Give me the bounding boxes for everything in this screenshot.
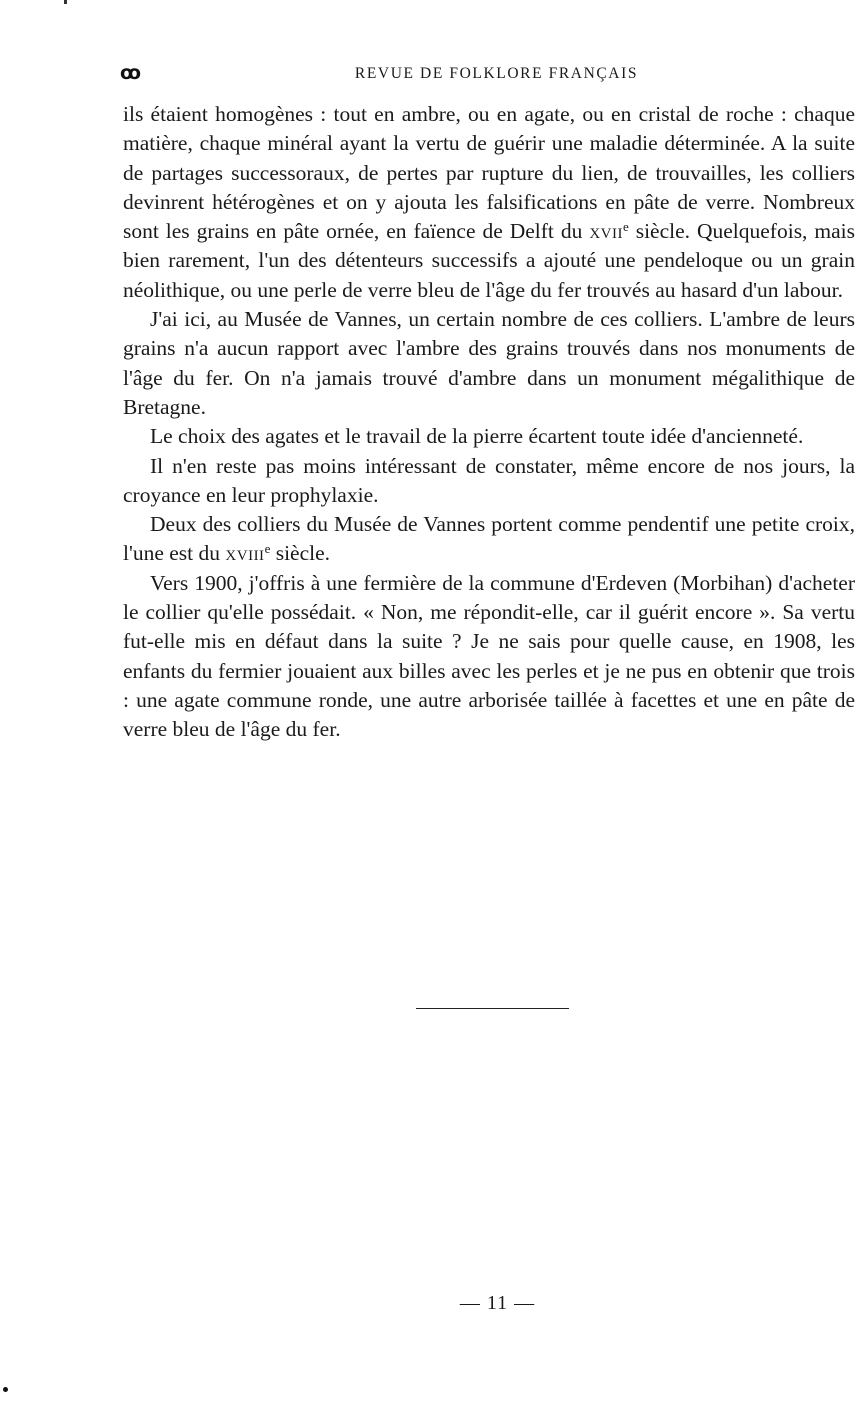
small-caps-text: xvii: [589, 219, 623, 244]
paragraph: [123, 422, 855, 451]
paragraph: [123, 452, 855, 511]
paragraph-text: Il n'en reste pas moins intéressant de constater, même encore de nos jours, la croyance en leur prophylaxie.: [123, 453, 855, 507]
header-ornament-icon: ꝏ: [120, 62, 141, 84]
paragraph-text: Le choix des agates et le travail de la pierre écartent toute idée d'ancienneté.: [150, 424, 804, 449]
body-text: [123, 100, 855, 745]
running-title: REVUE DE FOLKLORE FRANÇAIS: [354, 65, 639, 82]
paragraph-text: siècle. Quelquefois, mais bien rarement, l'un des détenteurs successifs a ajouté une pendeloque ou un grain néolithique, ou une perle de verre bleu de l'âge du fer trouvés au hasard d'un labour.: [123, 219, 855, 302]
paragraph: [123, 100, 855, 305]
superscript-text: e: [264, 541, 271, 557]
paragraph: [123, 305, 855, 422]
paragraph: [123, 510, 855, 569]
small-caps-text: xviii: [225, 541, 265, 566]
scan-speck: [64, 0, 67, 4]
paragraph-text: Deux des colliers du Musée de Vannes portent comme pendentif une petite croix, l'une est du: [123, 512, 855, 566]
section-divider: [416, 1008, 569, 1009]
page-number: — 11 —: [459, 1292, 536, 1314]
paragraph-text: Vers 1900, j'offris à une fermière de la commune d'Erdeven (Morbihan) d'acheter le collier qu'elle possédait. « Non, me répondit-elle, car il guérit encore ». Sa vertu fut-elle mis en défaut dans la suite ? Je ne sais pour quelle cause, en 1908, les enfants du fermier jouaient aux billes avec les perles et je ne pus en obtenir que trois : une agate commune ronde, une autre arborisée taillée à facettes et une en pâte de verre bleu de l'âge du fer.: [123, 570, 855, 742]
paragraph: [123, 569, 855, 745]
scan-speck: [3, 1387, 8, 1392]
paragraph-text: siècle.: [270, 541, 331, 566]
paragraph-text: ils étaient homogènes : tout en ambre, ou en agate, ou en cristal de roche : chaque matière, chaque minéral ayant la vertu de guérir une maladie déterminée. A la suite de partages successoraux, de pertes par rupture du lien, de trouvailles, les colliers devinrent hétérogènes et on y ajouta les falsifications en pâte de verre. Nombreux sont les grains en pâte ornée, en faïence de Delft du: [123, 102, 855, 244]
running-header: [120, 62, 855, 88]
superscript-text: e: [622, 219, 629, 235]
paragraph-text: J'ai ici, au Musée de Vannes, un certain nombre de ces colliers. L'ambre de leurs grains n'a aucun rapport avec l'ambre des grains trouvés dans nos monuments de l'âge du fer. On n'a jamais trouvé d'ambre dans un monument mégalithique de Bretagne.: [123, 307, 855, 419]
